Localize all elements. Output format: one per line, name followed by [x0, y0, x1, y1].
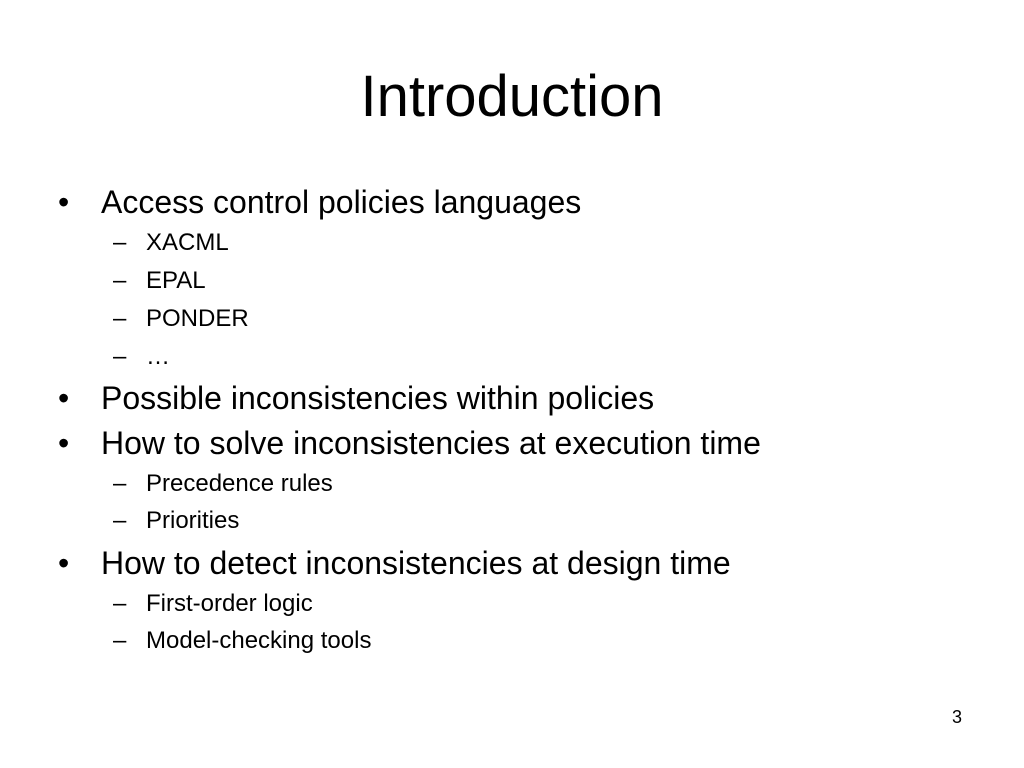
bullet-text: Access control policies languages	[101, 184, 582, 220]
bullet-mark: •	[58, 380, 70, 416]
bullet-mark: •	[58, 425, 70, 461]
dash-mark: –	[113, 627, 127, 654]
dash-mark: –	[113, 507, 127, 534]
bullet-mark: •	[58, 545, 70, 581]
bullet-text: How to solve inconsistencies at execution time	[101, 425, 761, 461]
bullet-text: Possible inconsistencies within policies	[101, 380, 655, 416]
sub-item-text: XACML	[146, 229, 229, 256]
sub-item-text: First-order logic	[146, 590, 313, 617]
dash-mark: –	[113, 343, 127, 370]
sub-item-text: EPAL	[146, 267, 206, 294]
sub-item-text: Precedence rules	[146, 470, 333, 497]
slide-title: Introduction	[360, 64, 664, 129]
dash-mark: –	[113, 590, 127, 617]
bullet-text: How to detect inconsistencies at design time	[101, 545, 731, 581]
slide-number: 3	[951, 707, 962, 727]
sub-item-text: Model-checking tools	[146, 627, 372, 654]
sub-item-text: …	[146, 343, 170, 370]
sub-item-text: PONDER	[146, 305, 249, 332]
dash-mark: –	[113, 305, 127, 332]
dash-mark: –	[113, 229, 127, 256]
dash-mark: –	[113, 267, 127, 294]
bullet-mark: •	[58, 184, 70, 220]
dash-mark: –	[113, 470, 127, 497]
sub-item-text: Priorities	[146, 507, 240, 534]
